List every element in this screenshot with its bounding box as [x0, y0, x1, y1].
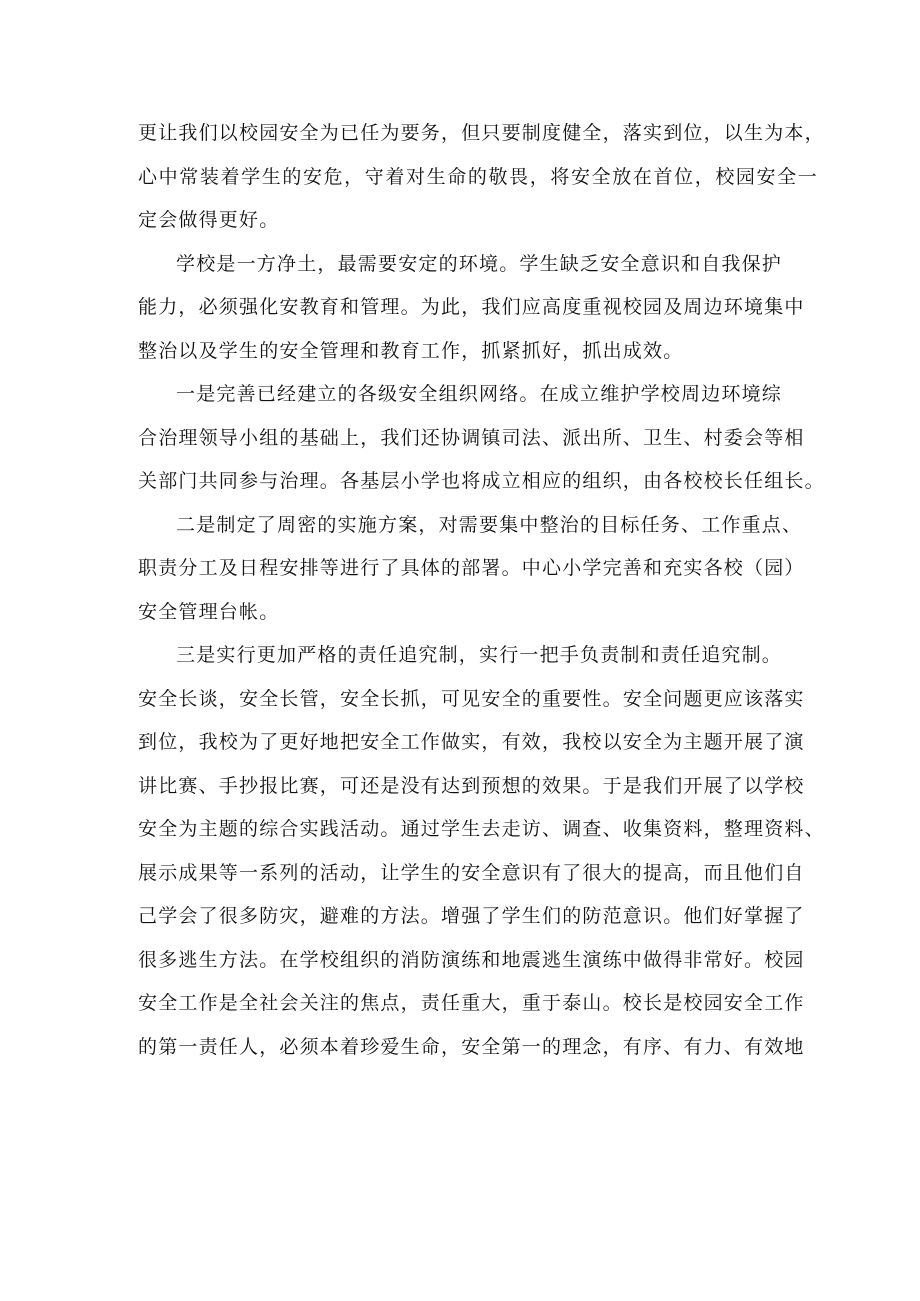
text-line-17: 安全为主题的综合实践活动。通过学生去走访、调查、收集资料，整理资料、 [138, 818, 825, 840]
text-line-10: 二是制定了周密的实施方案，对需要集中整治的目标任务、工作重点、 [176, 513, 803, 536]
text-line-5: 能力，必须强化安教育和管理。为此，我们应高度重视校园及周边环境集中 [138, 296, 805, 318]
text-line-4: 学校是一方净土，最需要安定的环境。学生缺乏安全意识和自我保护 [176, 252, 783, 275]
text-line-3: 定会做得更好。 [138, 209, 280, 231]
text-line-11: 职责分工及日程安排等进行了具体的部署。中心小学完善和充实各校（园） [138, 557, 805, 579]
text-line-14: 安全长谈，安全长管，安全长抓，可见安全的重要性。安全问题更应该落实 [138, 687, 805, 710]
text-line-20: 很多逃生方法。在学校组织的消防演练和地震逃生演练中做得非常好。校园 [138, 948, 805, 971]
text-line-2: 心中常装着学生的安危，守着对生命的敬畏，将安全放在首位，校园安全一 [138, 165, 818, 188]
text-line-15: 到位，我校为了更好地把安全工作做实，有效，我校以安全为主题开展了演 [138, 731, 805, 753]
text-line-6: 整治以及学生的安全管理和教育工作，抓紧抓好，抓出成效。 [138, 339, 684, 362]
text-line-19: 己学会了很多防灾，避难的方法。增强了学生们的防范意识。他们好掌握了 [138, 905, 805, 927]
text-line-12: 安全管理台帐。 [138, 600, 280, 623]
text-line-7: 一是完善已经建立的各级安全组织网络。在成立维护学校周边环境综 [176, 383, 783, 405]
text-line-18: 展示成果等一系列的活动，让学生的安全意识有了很大的提高，而且他们自 [138, 861, 805, 884]
text-line-13: 三是实行更加严格的责任追究制，实行一把手负责制和责任追究制。 [176, 644, 783, 666]
text-line-8: 合治理领导小组的基础上，我们还协调镇司法、派出所、卫生、村委会等相 [138, 426, 805, 449]
text-line-16: 讲比赛、手抄报比赛，可还是没有达到预想的效果。于是我们开展了以学校 [138, 774, 805, 797]
text-line-21: 安全工作是全社会关注的焦点，责任重大，重于泰山。校长是校园安全工作 [138, 992, 805, 1014]
document-body [138, 112, 825, 1069]
text-line-22: 的第一责任人，必须本着珍爱生命，安全第一的理念，有序、有力、有效地 [138, 1035, 805, 1058]
text-line-1: 更让我们以校园安全为已任为要务，但只要制度健全，落实到位，以生为本， [138, 122, 825, 144]
text-line-9: 关部门共同参与治理。各基层小学也将成立相应的组织，由各校校长任组长。 [138, 470, 825, 492]
